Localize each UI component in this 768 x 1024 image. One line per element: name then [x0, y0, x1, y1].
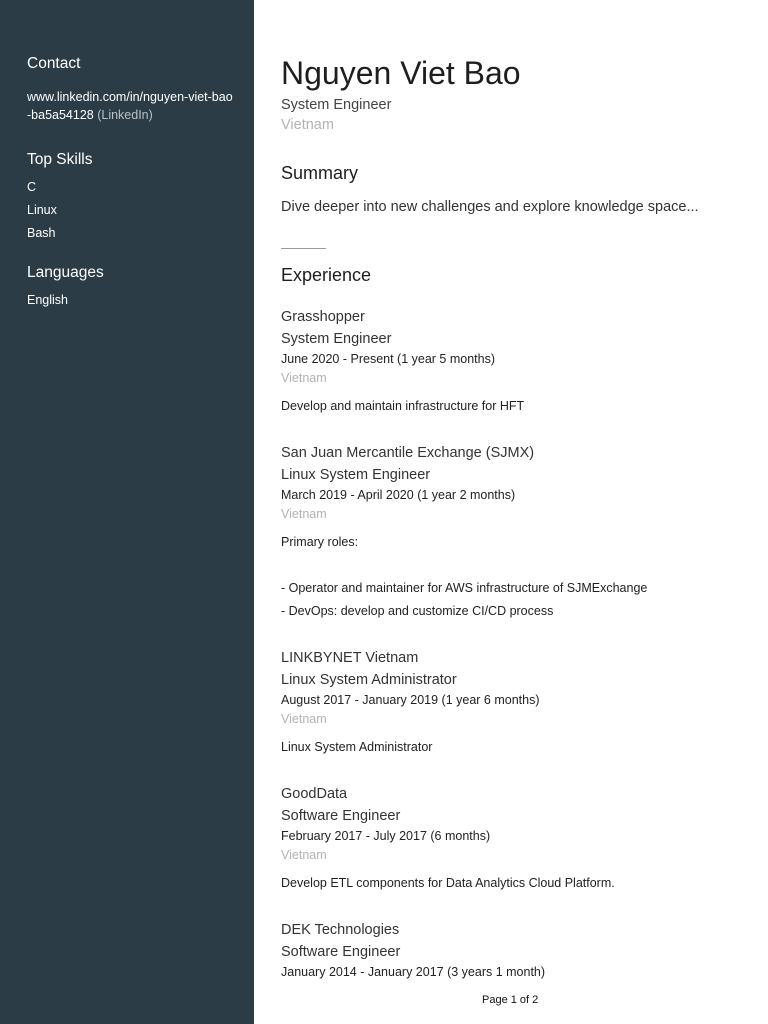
experience-entry: [281, 308, 741, 421]
summary-heading: Summary: [281, 163, 359, 183]
experience-entry: [281, 444, 741, 626]
profile-location: Vietnam: [281, 117, 334, 133]
job-location: Vietnam: [281, 371, 327, 385]
linkedin-label: (LinkedIn): [93, 108, 153, 122]
top-skills-heading: Top Skills: [27, 151, 93, 168]
description-line: Develop ETL components for Data Analytics Cloud Platform.: [281, 876, 615, 890]
job-location: Vietnam: [281, 712, 327, 726]
job-location: Vietnam: [281, 507, 327, 521]
company-name: DEK Technologies: [281, 922, 400, 938]
linkedin-url[interactable]: www.linkedin.com/in/nguyen-viet-bao-ba5a54128: [27, 90, 233, 122]
job-title: Software Engineer: [281, 944, 401, 960]
description-line: Linux System Administrator: [281, 740, 433, 754]
skill-item: Linux: [27, 203, 57, 217]
job-dates: August 2017 - January 2019 (1 year 6 months): [281, 693, 540, 707]
company-name: San Juan Mercantile Exchange (SJMX): [281, 445, 535, 461]
skills-list: [27, 176, 234, 245]
job-dates: June 2020 - Present (1 year 5 months): [281, 352, 496, 366]
section-divider: [281, 248, 326, 249]
description-line: - DevOps: develop and customize CI/CD process: [281, 604, 554, 618]
job-description: [281, 739, 741, 755]
contact-section: [27, 54, 234, 124]
page-number: Page 1 of 2: [482, 994, 539, 1006]
sidebar: [0, 0, 254, 1024]
language-item: English: [27, 293, 68, 307]
experience-entry: [281, 785, 741, 898]
skill-item: C: [27, 180, 37, 194]
languages-heading: Languages: [27, 264, 104, 281]
profile-headline: System Engineer: [281, 97, 392, 113]
languages-section: [27, 263, 234, 312]
linkedin-link[interactable]: [27, 88, 234, 124]
description-line: Primary roles:: [281, 535, 359, 549]
contact-heading: Contact: [27, 55, 81, 72]
description-line: Develop and maintain infrastructure for HFT: [281, 399, 525, 413]
job-dates: March 2019 - April 2020 (1 year 2 months): [281, 488, 516, 502]
job-title: Software Engineer: [281, 808, 401, 824]
company-name: GoodData: [281, 786, 348, 802]
profile-name: Nguyen Viet Bao: [281, 55, 521, 91]
top-skills-section: [27, 150, 234, 245]
experience-entry: [281, 921, 741, 980]
job-description: [281, 398, 741, 414]
skill-item: Bash: [27, 226, 56, 240]
job-description: [281, 534, 741, 619]
experience-entry: [281, 649, 741, 762]
company-name: Grasshopper: [281, 309, 365, 325]
job-title: System Engineer: [281, 331, 392, 347]
job-location: Vietnam: [281, 848, 327, 862]
summary-text: Dive deeper into new challenges and explore knowledge space...: [281, 199, 699, 215]
job-dates: January 2014 - January 2017 (3 years 1 month): [281, 965, 546, 979]
company-name: LINKBYNET Vietnam: [281, 650, 419, 666]
languages-list: [27, 289, 234, 312]
experience-heading: Experience: [281, 265, 372, 285]
job-title: Linux System Administrator: [281, 672, 457, 688]
description-line: - Operator and maintainer for AWS infrastructure of SJMExchange: [281, 581, 648, 595]
job-title: Linux System Engineer: [281, 467, 431, 483]
job-dates: February 2017 - July 2017 (6 months): [281, 829, 491, 843]
description-blank-line: [281, 557, 741, 573]
job-description: [281, 875, 741, 891]
